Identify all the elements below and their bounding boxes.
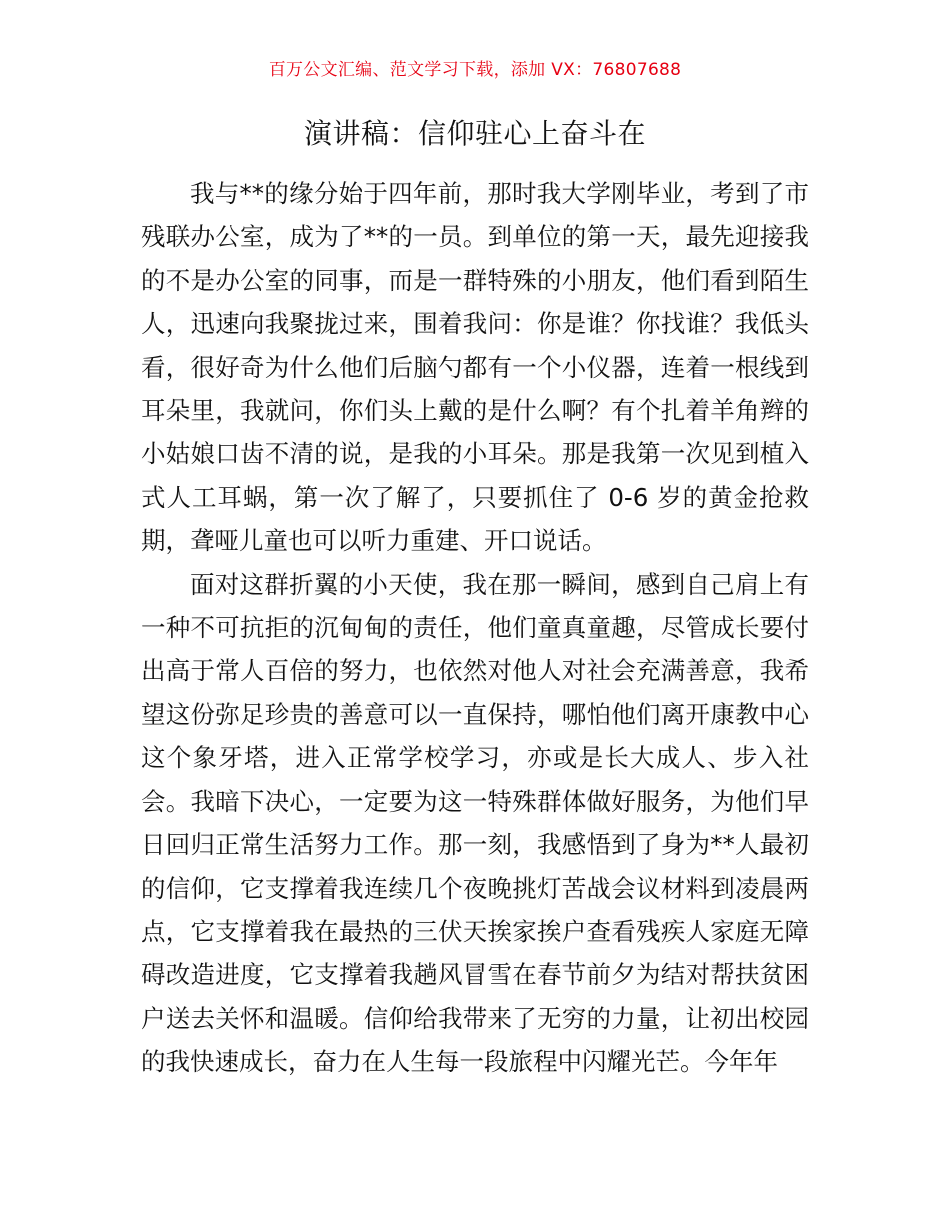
document-title: 演讲稿：信仰驻心上奋斗在 xyxy=(303,117,646,150)
paragraph-2: 面对这群折翼的小天使，我在那一瞬间，感到自己肩上有一种不可抗拒的沉甸甸的责任，他们童真童趣，尽管成长要付出高于常人百倍的努力，也依然对他人对社会充满善意，我希望这份弥足珍贵的善意可以一直保持，哪怕他们离开康教中心这个象牙塔，进入正常学校学习，亦或是长大成人、步入社会。我暗下决心，一定要为这一特殊群体做好服务，为他们早日回归正常生活努力工作。那一刻，我感悟到了身为**人最初的信仰，它支撑着我连续几个夜晚挑灯苦战会议材料到凌晨两点，它支撑着我在最热的三伏天挨家挨户查看残疾人家庭无障碍改造进度，它支撑着我趟风冒雪在春节前夕为结对帮扶贫困户送去关怀和温暖。信仰给我带来了无穷的力量，让初出校园的我快速成长，奋力在人生每一段旅程中闪耀光芒。今年年 xyxy=(141,569,809,1077)
paragraph-1: 我与**的缘分始于四年前，那时我大学刚毕业，考到了市残联办公室，成为了**的一员。到单位的第一天，最先迎接我的不是办公室的同事，而是一群特殊的小朋友，他们看到陌生人，迅速向我聚拢过来，围着我问：你是谁？你找谁？我低头看，很好奇为什么他们后脑勺都有一个小仪器，连着一根线到耳朵里，我就问，你们头上戴的是什么啊？有个扎着羊角辫的小姑娘口齿不清的说，是我的小耳朵。那是我第一次见到植入式人工耳蜗，第一次了解了，只要抓住了 0-6 岁的黄金抢救期，聋哑儿童也可以听力重建、开口说话。 xyxy=(141,179,809,556)
document-body xyxy=(141,172,809,1084)
header-banner: 百万公文汇编、范文学习下载，添加 VX：76807688 xyxy=(268,60,682,80)
